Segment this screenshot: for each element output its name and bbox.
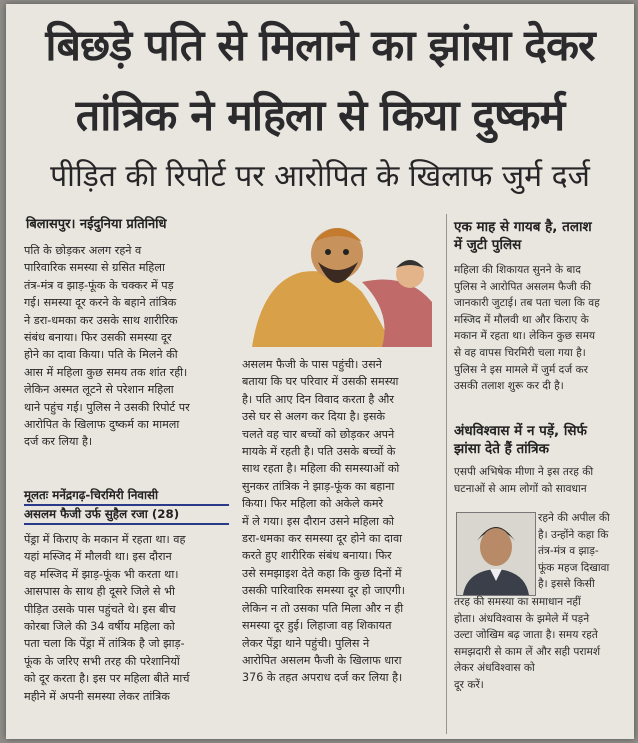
headline-line-2: तांत्रिक ने महिला से किया दुष्कर्म <box>75 91 565 141</box>
column-divider <box>446 214 447 734</box>
article-column-2: असलम फैजी के पास पहुंची। उसने बताया कि घर परिवार में उसकी समस्या है। पति आए दिन विवाद करता है और उसे घर से अलग कर दिया है। इसके चलते वह चार बच्चों को छोड़कर अपने मायके में रहती है। पति उसके बच्चों के साथ रहता है। महिला की समस्याओं को सुनकर तांत्रिक ने झाड़-फूंक का बहाना किया। फिर महिला को अकेले कमरे में ले गया। इस दौरान उसने महिला को डरा-धमका कर समस्या दूर होने का दावा करते हुए शारीरिक संबंध बनाया। फिर उसे समझाइश देते कहा कि कुछ दिनों में उसकी पारिवारिक समस्या दूर हो जाएगी। लेकिन न तो उसका पति मिला और न ही समस्या दूर हुई। लिहाजा वह शिकायत लेकर पेंड्रा थाने पहुंची। पुलिस ने आरोपित असलम फैजी के खिलाफ धारा 376 के तहत अपराध दर्ज कर लिया है। <box>242 358 406 685</box>
sidebar-2-beside-photo: रहने की अपील की है। उन्होंने कहा कि तंत्र-मंत्र व झाड़- फूंक महज दिखावा है। इससे किसी <box>538 512 610 591</box>
sidebar-1-text: महिला की शिकायत सुनने के बाद पुलिस ने आरोपित असलम फैजी की जानकारी जुटाई। तब पता चला कि वह मस्जिद में मौलवी था और किराए के मकान में रहता था। लेकिन कुछ समय से वह वापस चिरमिरी चला गया है। पुलिस ने इस मामले में जुर्म दर्ज कर उसकी तलाश शुरू कर दी है। <box>454 264 600 393</box>
article-column-1: पति के छोड़कर अलग रहने व पारिवारिक समस्या से ग्रसित महिला तंत्र-मंत्र व झाड़-फूंक के चक्कर में पड़ गई। समस्या दूर करने के बहाने तांत्रिक ने डरा-धमका कर उसके साथ शारीरिक संबंध बनाया। फिर उसकी समस्या दूर होने का दावा किया। पति के मिलने की आस में महिला कुछ समय तक शांत रही। लेकिन अस्मत लूटने से परेशान महिला थाने पहुंच गई। पुलिस ने उसकी रिपोर्ट पर आरोपित के खिलाफ दुष्कर्म का मामला दर्ज कर लिया है। <box>24 244 190 449</box>
highlighted-accused-name: मूलतः मनेंद्रगढ़-चिरमिरी निवासी असलम फैजी उर्फ सुहैल रजा (28) <box>24 488 180 521</box>
sidebar-2-intro: एसपी अभिषेक मीणा ने इस तरह की घटनाओं से आम लोगों को सावधान <box>454 466 594 495</box>
sidebar-2-heading: अंधविश्वास में न पड़ें, सिर्फ झांसा देते हैं तांत्रिक <box>454 423 587 457</box>
sidebar-police-search <box>454 218 624 395</box>
sidebar-2-rest: तरह की समस्या का समाधान नहीं होता। अंधविश्वास के झमेले में पड़ने उल्टा जोखिम बढ़ जाता है। समय रहते समझदारी से काम लें और सही परामर्श लेकर अंधविश्वास को दूर करें। <box>454 596 601 691</box>
tantrik-illustration <box>242 212 436 352</box>
sidebar-1-heading: एक माह से गायब है, तलाश में जुटी पुलिस <box>454 219 592 253</box>
newspaper-clipping <box>6 4 634 739</box>
sp-portrait-photo <box>456 512 536 596</box>
subheadline: पीड़ित की रिपोर्ट पर आरोपित के खिलाफ जुर्म दर्ज <box>50 159 590 194</box>
pen-underline-2 <box>24 523 229 525</box>
headline-line-1: बिछड़े पति से मिलाने का झांसा देकर <box>45 21 595 71</box>
pen-underline-1 <box>24 504 229 506</box>
dateline: बिलासपुर। नईदुनिया प्रतिनिधि <box>26 217 167 232</box>
sidebar-superstition <box>454 422 624 497</box>
article-column-1-continued: पेंड्रा में किराए के मकान में रहता था। वह यहां मस्जिद में मौलवी था। इस दौरान वह मस्जिद में झाड़-फूंक भी करता था। आसपास के साथ ही दूसरे जिले से भी पीड़ित उसके पास पहुंचते थे। इस बीच कोरबा जिले की 34 वर्षीय महिला को पता चला कि पेंड्रा में तांत्रिक है जो झाड़- फूंक के जरिए सभी तरह की परेशानियों को दूर करता है। इस पर महिला बीते मार्च महीने में अपनी समस्या लेकर तांत्रिक <box>24 533 190 703</box>
